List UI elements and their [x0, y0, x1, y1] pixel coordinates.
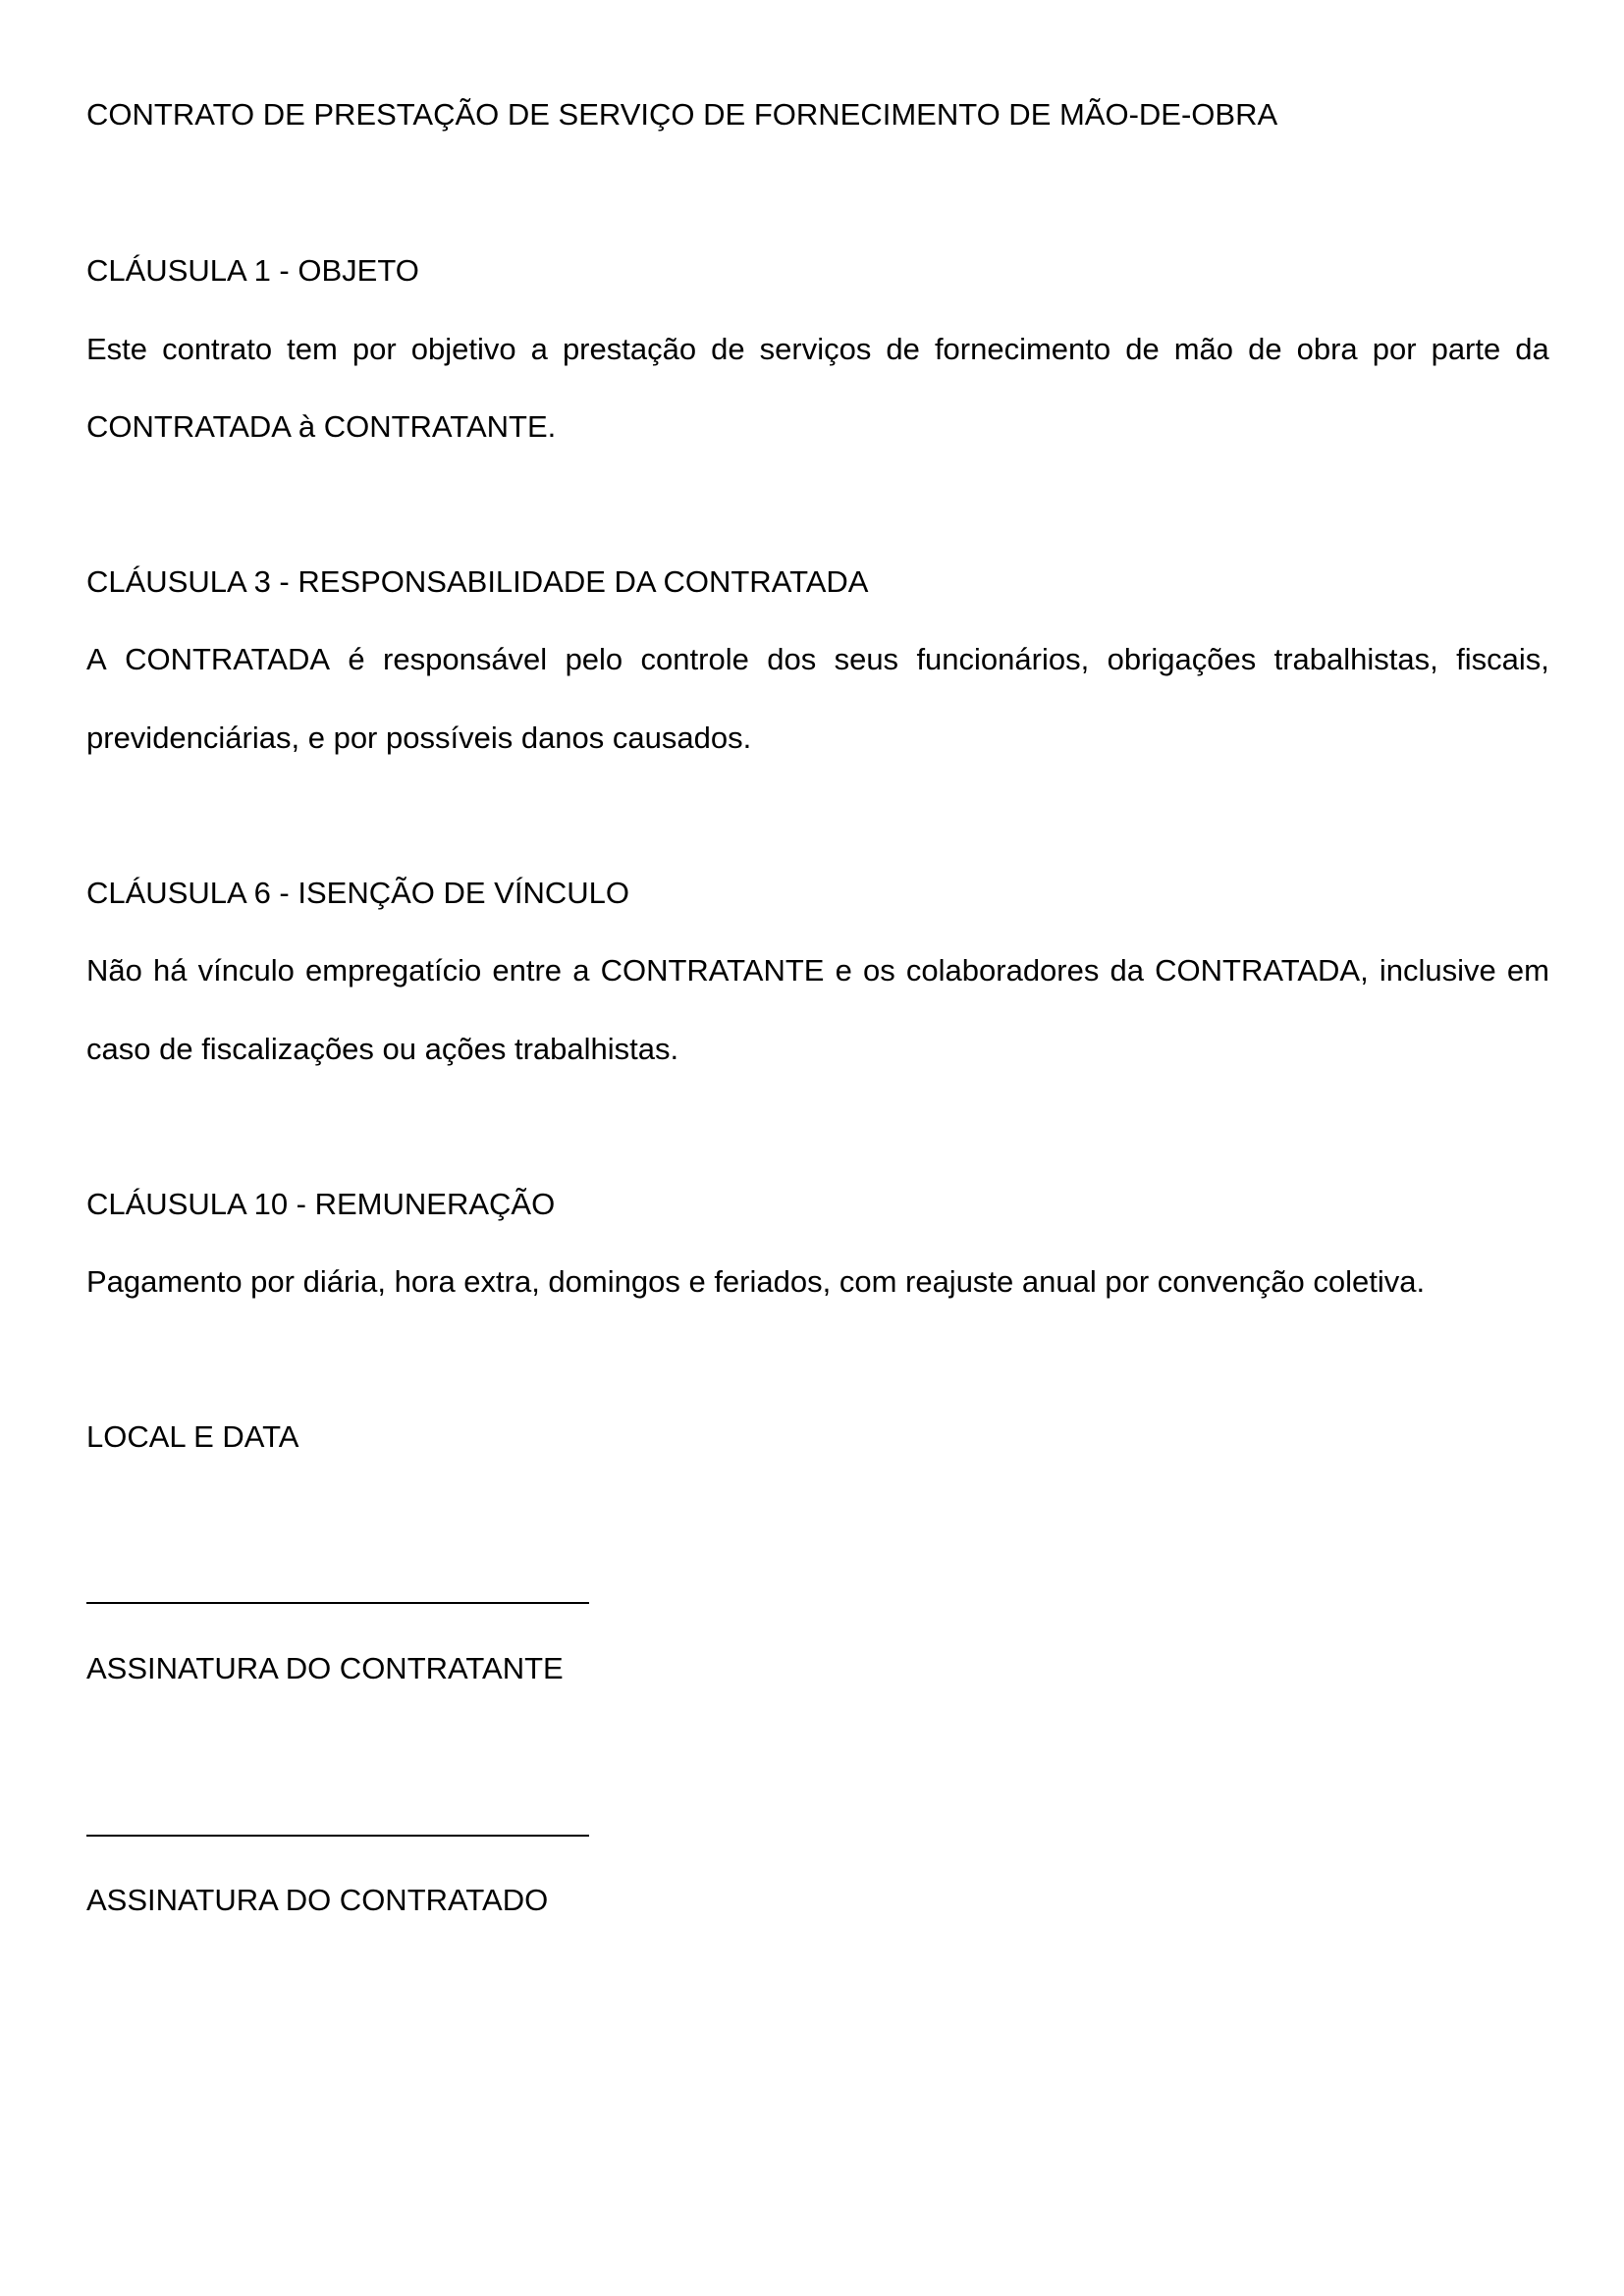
word: por [1372, 332, 1417, 366]
clause-6-text-line-2: caso de fiscalizações ou ações trabalhistas. [86, 1032, 679, 1066]
word: colaboradores [905, 953, 1100, 988]
clause-10-text-line-1: Pagamento por diária, hora extra, domingos e feriados, com reajuste anual por convenção coletiva. [86, 1264, 1426, 1299]
word: e [835, 953, 852, 988]
place-date-label: LOCAL E DATA [86, 1419, 299, 1454]
word: é [348, 642, 365, 676]
word: Não [86, 953, 142, 988]
word: contrato [162, 332, 273, 366]
word: de [1248, 332, 1282, 366]
clause-6-heading: CLÁUSULA 6 - ISENÇÃO DE VÍNCULO [86, 876, 629, 910]
word: fiscais, [1456, 642, 1549, 676]
clause-3-heading: CLÁUSULA 3 - RESPONSABILIDADE DA CONTRATADA [86, 564, 869, 599]
word: trabalhistas, [1273, 642, 1438, 676]
word: inclusive [1379, 953, 1496, 988]
word: controle [640, 642, 749, 676]
clause-1-text-line-1 [86, 332, 1549, 367]
word: há [153, 953, 188, 988]
clause-3-text-line-2: previdenciárias, e por possíveis danos causados. [86, 721, 752, 755]
document-title: CONTRATO DE PRESTAÇÃO DE SERVIÇO DE FORNECIMENTO DE MÃO-DE-OBRA [86, 97, 1278, 132]
word: CONTRATADA, [1155, 953, 1369, 988]
word: de [886, 332, 920, 366]
word: de [1125, 332, 1160, 366]
clause-1-heading: CLÁUSULA 1 - OBJETO [86, 253, 419, 288]
word: vínculo [197, 953, 295, 988]
word: seus [834, 642, 899, 676]
word: os [863, 953, 895, 988]
clause-6-text-line-1 [86, 953, 1549, 988]
word: prestação [562, 332, 697, 366]
word: dos [767, 642, 817, 676]
word: da [1515, 332, 1549, 366]
word: funcionários, [916, 642, 1090, 676]
word: parte [1431, 332, 1501, 366]
word: CONTRATANTE [600, 953, 825, 988]
word: em [1506, 953, 1549, 988]
word: mão [1173, 332, 1234, 366]
contratado-signature-label: ASSINATURA DO CONTRATADO [86, 1883, 549, 1917]
word: CONTRATADA [125, 642, 331, 676]
word: obra [1296, 332, 1358, 366]
word: entre [492, 953, 563, 988]
contratado-signature-line [86, 1835, 589, 1837]
word: serviços [759, 332, 872, 366]
word: pelo [565, 642, 623, 676]
contratante-signature-line [86, 1602, 589, 1604]
word: A [86, 642, 107, 676]
word: a [572, 953, 590, 988]
word: responsável [383, 642, 548, 676]
word: obrigações [1107, 642, 1257, 676]
word: empregatício [305, 953, 482, 988]
word: a [530, 332, 548, 366]
word: Este [86, 332, 148, 366]
contratante-signature-label: ASSINATURA DO CONTRATANTE [86, 1651, 564, 1685]
word: de [711, 332, 745, 366]
clause-3-text-line-1 [86, 642, 1549, 677]
word: da [1110, 953, 1144, 988]
word: fornecimento [934, 332, 1111, 366]
word: tem [287, 332, 338, 366]
word: por [352, 332, 397, 366]
clause-10-heading: CLÁUSULA 10 - REMUNERAÇÃO [86, 1187, 556, 1221]
word: objetivo [410, 332, 516, 366]
clause-1-text-line-2: CONTRATADA à CONTRATANTE. [86, 409, 557, 444]
